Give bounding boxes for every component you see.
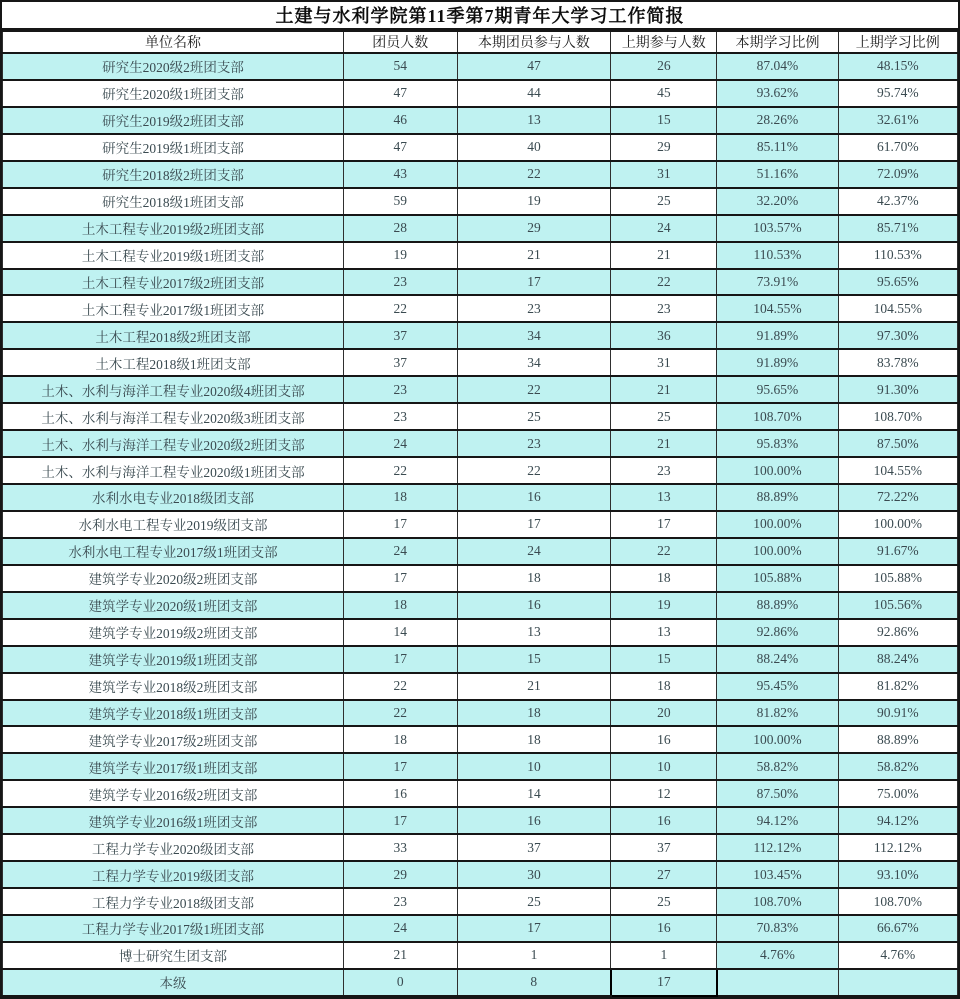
current-participants-cell: 29: [457, 215, 611, 242]
previous-participants-cell: 13: [611, 619, 717, 646]
previous-rate-cell: 81.82%: [838, 673, 957, 700]
member-count-cell: 17: [343, 646, 457, 673]
current-participants-cell: 24: [457, 538, 611, 565]
previous-participants-cell: 25: [611, 888, 717, 915]
current-rate-cell: 100.00%: [717, 538, 838, 565]
member-count-cell: 46: [343, 107, 457, 134]
current-participants-cell: 21: [457, 242, 611, 269]
member-count-cell: 17: [343, 807, 457, 834]
previous-rate-cell: 108.70%: [838, 888, 957, 915]
unit-name-cell: 建筑学专业2017级1班团支部: [3, 753, 344, 780]
current-participants-cell: 18: [457, 726, 611, 753]
previous-rate-cell: 97.30%: [838, 322, 957, 349]
current-rate-cell: 108.70%: [717, 888, 838, 915]
current-rate-cell: 91.89%: [717, 322, 838, 349]
current-rate-cell: 32.20%: [717, 188, 838, 215]
table-row: [3, 403, 958, 430]
current-rate-cell: 92.86%: [717, 619, 838, 646]
unit-name-cell: 土木工程专业2017级2班团支部: [3, 269, 344, 296]
current-rate-cell: 112.12%: [717, 834, 838, 861]
previous-rate-cell: 90.91%: [838, 700, 957, 727]
previous-rate-cell: 92.86%: [838, 619, 957, 646]
unit-name-cell: 建筑学专业2020级2班团支部: [3, 565, 344, 592]
current-participants-cell: 18: [457, 565, 611, 592]
member-count-cell: 24: [343, 538, 457, 565]
current-participants-cell: 16: [457, 592, 611, 619]
unit-name-cell: 工程力学专业2020级团支部: [3, 834, 344, 861]
table-row: [3, 538, 958, 565]
unit-name-cell: 土木工程2018级2班团支部: [3, 322, 344, 349]
member-count-cell: 59: [343, 188, 457, 215]
previous-rate-cell: 48.15%: [838, 53, 957, 80]
unit-name-cell: 土木工程专业2017级1班团支部: [3, 295, 344, 322]
previous-rate-cell: 58.82%: [838, 753, 957, 780]
table-body: [3, 53, 958, 996]
column-header-current-participants: 本期团员参与人数: [457, 31, 611, 53]
table-row: [3, 349, 958, 376]
unit-name-cell: 建筑学专业2019级2班团支部: [3, 619, 344, 646]
current-rate-cell: 108.70%: [717, 403, 838, 430]
previous-rate-cell: 100.00%: [838, 511, 957, 538]
previous-participants-cell: 21: [611, 242, 717, 269]
unit-name-cell: 工程力学专业2018级团支部: [3, 888, 344, 915]
previous-rate-cell: 72.09%: [838, 161, 957, 188]
previous-participants-cell: 18: [611, 565, 717, 592]
member-count-cell: 23: [343, 269, 457, 296]
current-rate-cell: 105.88%: [717, 565, 838, 592]
previous-participants-cell: 25: [611, 403, 717, 430]
member-count-cell: 43: [343, 161, 457, 188]
column-header-previous-participants: 上期参与人数: [611, 31, 717, 53]
member-count-cell: 22: [343, 700, 457, 727]
member-count-cell: 18: [343, 484, 457, 511]
previous-participants-cell: 21: [611, 376, 717, 403]
member-count-cell: 16: [343, 780, 457, 807]
previous-participants-cell: 19: [611, 592, 717, 619]
previous-participants-cell: 36: [611, 322, 717, 349]
previous-participants-cell: 23: [611, 457, 717, 484]
unit-name-cell: 建筑学专业2016级2班团支部: [3, 780, 344, 807]
unit-name-cell: 建筑学专业2016级1班团支部: [3, 807, 344, 834]
previous-participants-cell: 29: [611, 134, 717, 161]
unit-name-cell: 土木、水利与海洋工程专业2020级2班团支部: [3, 430, 344, 457]
column-header-member-count: 团员人数: [343, 31, 457, 53]
current-participants-cell: 13: [457, 107, 611, 134]
unit-name-cell: 建筑学专业2020级1班团支部: [3, 592, 344, 619]
member-count-cell: 22: [343, 295, 457, 322]
table-row: [3, 484, 958, 511]
member-count-cell: 17: [343, 565, 457, 592]
member-count-cell: 29: [343, 861, 457, 888]
previous-participants-cell: 10: [611, 753, 717, 780]
current-rate-cell: 88.24%: [717, 646, 838, 673]
table-row: [3, 834, 958, 861]
member-count-cell: 14: [343, 619, 457, 646]
current-rate-cell: 100.00%: [717, 726, 838, 753]
column-header-previous-rate: 上期学习比例: [838, 31, 957, 53]
current-participants-cell: 17: [457, 915, 611, 942]
table-row: [3, 134, 958, 161]
current-rate-cell: 87.04%: [717, 53, 838, 80]
current-rate-cell: 104.55%: [717, 295, 838, 322]
member-count-cell: 22: [343, 457, 457, 484]
current-rate-cell: 100.00%: [717, 511, 838, 538]
unit-name-cell: 水利水电工程专业2019级团支部: [3, 511, 344, 538]
unit-name-cell: 博士研究生团支部: [3, 942, 344, 969]
column-header-unit-name: 单位名称: [3, 31, 344, 53]
member-count-cell: 37: [343, 349, 457, 376]
member-count-cell: 18: [343, 592, 457, 619]
previous-rate-cell: 4.76%: [838, 942, 957, 969]
previous-participants-cell: 27: [611, 861, 717, 888]
previous-participants-cell: 37: [611, 834, 717, 861]
unit-name-cell: 土木、水利与海洋工程专业2020级3班团支部: [3, 403, 344, 430]
unit-name-cell: 工程力学专业2017级1班团支部: [3, 915, 344, 942]
current-participants-cell: 22: [457, 457, 611, 484]
current-rate-cell: 81.82%: [717, 700, 838, 727]
previous-participants-cell: 22: [611, 269, 717, 296]
current-rate-cell: 110.53%: [717, 242, 838, 269]
unit-name-cell: 研究生2020级1班团支部: [3, 80, 344, 107]
table-row: [3, 915, 958, 942]
table-row: [3, 646, 958, 673]
table-row: [3, 592, 958, 619]
member-count-cell: 24: [343, 915, 457, 942]
current-participants-cell: 30: [457, 861, 611, 888]
current-participants-cell: 23: [457, 430, 611, 457]
table-row: [3, 295, 958, 322]
unit-name-cell: 建筑学专业2019级1班团支部: [3, 646, 344, 673]
current-rate-cell: 70.83%: [717, 915, 838, 942]
table-row: [3, 780, 958, 807]
previous-rate-cell: 104.55%: [838, 295, 957, 322]
previous-rate-cell: 94.12%: [838, 807, 957, 834]
current-participants-cell: 17: [457, 269, 611, 296]
table-row: [3, 242, 958, 269]
previous-participants-cell: 1: [611, 942, 717, 969]
member-count-cell: 17: [343, 511, 457, 538]
previous-participants-cell: 15: [611, 646, 717, 673]
table-row: [3, 619, 958, 646]
table-row: [3, 269, 958, 296]
previous-rate-cell: 104.55%: [838, 457, 957, 484]
previous-participants-cell: 21: [611, 430, 717, 457]
current-participants-cell: 15: [457, 646, 611, 673]
previous-rate-cell: 105.88%: [838, 565, 957, 592]
current-rate-cell: 51.16%: [717, 161, 838, 188]
table-row: [3, 726, 958, 753]
current-participants-cell: 10: [457, 753, 611, 780]
current-participants-cell: 13: [457, 619, 611, 646]
previous-participants-cell: 18: [611, 673, 717, 700]
table-row: [3, 188, 958, 215]
member-count-cell: 23: [343, 376, 457, 403]
previous-rate-cell: 32.61%: [838, 107, 957, 134]
current-participants-cell: 1: [457, 942, 611, 969]
previous-rate-cell: 88.89%: [838, 726, 957, 753]
current-participants-cell: 19: [457, 188, 611, 215]
previous-participants-cell: 24: [611, 215, 717, 242]
unit-name-cell: 水利水电工程专业2017级1班团支部: [3, 538, 344, 565]
current-participants-cell: 18: [457, 700, 611, 727]
previous-participants-cell: 45: [611, 80, 717, 107]
current-rate-cell: 28.26%: [717, 107, 838, 134]
current-rate-cell: 73.91%: [717, 269, 838, 296]
previous-participants-cell: 25: [611, 188, 717, 215]
previous-participants-cell: 15: [611, 107, 717, 134]
previous-rate-cell: 112.12%: [838, 834, 957, 861]
table-row: [3, 673, 958, 700]
previous-rate-cell: 72.22%: [838, 484, 957, 511]
previous-participants-cell: 12: [611, 780, 717, 807]
previous-rate-cell: [838, 969, 957, 996]
previous-participants-cell: 20: [611, 700, 717, 727]
member-count-cell: 37: [343, 322, 457, 349]
table-row: [3, 888, 958, 915]
member-count-cell: 47: [343, 80, 457, 107]
current-participants-cell: 22: [457, 161, 611, 188]
previous-participants-cell: 16: [611, 726, 717, 753]
table-row: [3, 969, 958, 996]
header-row: [3, 31, 958, 53]
current-rate-cell: 100.00%: [717, 457, 838, 484]
table-row: [3, 53, 958, 80]
current-participants-cell: 47: [457, 53, 611, 80]
previous-participants-cell: 23: [611, 295, 717, 322]
current-participants-cell: 44: [457, 80, 611, 107]
member-count-cell: 28: [343, 215, 457, 242]
previous-participants-cell: 16: [611, 915, 717, 942]
previous-participants-cell: 17: [611, 511, 717, 538]
unit-name-cell: 土木工程专业2019级1班团支部: [3, 242, 344, 269]
current-participants-cell: 22: [457, 376, 611, 403]
unit-name-cell: 研究生2019级1班团支部: [3, 134, 344, 161]
table-row: [3, 565, 958, 592]
current-rate-cell: 93.62%: [717, 80, 838, 107]
current-participants-cell: 21: [457, 673, 611, 700]
column-header-current-rate: 本期学习比例: [717, 31, 838, 53]
current-rate-cell: 94.12%: [717, 807, 838, 834]
unit-name-cell: 建筑学专业2018级1班团支部: [3, 700, 344, 727]
current-rate-cell: 88.89%: [717, 592, 838, 619]
current-participants-cell: 34: [457, 322, 611, 349]
current-participants-cell: 16: [457, 807, 611, 834]
member-count-cell: 33: [343, 834, 457, 861]
previous-rate-cell: 83.78%: [838, 349, 957, 376]
unit-name-cell: 研究生2018级1班团支部: [3, 188, 344, 215]
current-rate-cell: 88.89%: [717, 484, 838, 511]
previous-rate-cell: 95.74%: [838, 80, 957, 107]
previous-rate-cell: 61.70%: [838, 134, 957, 161]
previous-rate-cell: 87.50%: [838, 430, 957, 457]
previous-rate-cell: 91.67%: [838, 538, 957, 565]
current-rate-cell: 95.83%: [717, 430, 838, 457]
current-participants-cell: 40: [457, 134, 611, 161]
member-count-cell: 17: [343, 753, 457, 780]
current-participants-cell: 23: [457, 295, 611, 322]
table-row: [3, 753, 958, 780]
table-row: [3, 161, 958, 188]
unit-name-cell: 研究生2018级2班团支部: [3, 161, 344, 188]
current-participants-cell: 8: [457, 969, 611, 996]
table-row: [3, 511, 958, 538]
table-row: [3, 942, 958, 969]
unit-name-cell: 土木工程2018级1班团支部: [3, 349, 344, 376]
current-rate-cell: 95.65%: [717, 376, 838, 403]
page-title: 土建与水利学院第11季第7期青年大学习工作简报: [2, 2, 958, 30]
unit-name-cell: 水利水电专业2018级团支部: [3, 484, 344, 511]
previous-rate-cell: 93.10%: [838, 861, 957, 888]
previous-participants-cell: 31: [611, 161, 717, 188]
previous-rate-cell: 95.65%: [838, 269, 957, 296]
current-rate-cell: 58.82%: [717, 753, 838, 780]
previous-rate-cell: 105.56%: [838, 592, 957, 619]
unit-name-cell: 土木工程专业2019级2班团支部: [3, 215, 344, 242]
member-count-cell: 19: [343, 242, 457, 269]
current-rate-cell: 103.45%: [717, 861, 838, 888]
current-rate-cell: [717, 969, 838, 996]
current-rate-cell: 4.76%: [717, 942, 838, 969]
table-row: [3, 807, 958, 834]
table-row: [3, 861, 958, 888]
current-participants-cell: 16: [457, 484, 611, 511]
current-rate-cell: 95.45%: [717, 673, 838, 700]
current-participants-cell: 14: [457, 780, 611, 807]
member-count-cell: 54: [343, 53, 457, 80]
previous-participants-cell: 26: [611, 53, 717, 80]
member-count-cell: 23: [343, 888, 457, 915]
table-row: [3, 430, 958, 457]
current-rate-cell: 85.11%: [717, 134, 838, 161]
table-row: [3, 457, 958, 484]
table-row: [3, 215, 958, 242]
report-table: [2, 30, 958, 997]
member-count-cell: 47: [343, 134, 457, 161]
unit-name-cell: 工程力学专业2019级团支部: [3, 861, 344, 888]
current-rate-cell: 87.50%: [717, 780, 838, 807]
unit-name-cell: 建筑学专业2018级2班团支部: [3, 673, 344, 700]
previous-rate-cell: 88.24%: [838, 646, 957, 673]
unit-name-cell: 研究生2020级2班团支部: [3, 53, 344, 80]
member-count-cell: 24: [343, 430, 457, 457]
current-participants-cell: 34: [457, 349, 611, 376]
table-row: [3, 700, 958, 727]
current-rate-cell: 103.57%: [717, 215, 838, 242]
unit-name-cell: 土木、水利与海洋工程专业2020级1班团支部: [3, 457, 344, 484]
previous-rate-cell: 108.70%: [838, 403, 957, 430]
table-row: [3, 80, 958, 107]
current-participants-cell: 37: [457, 834, 611, 861]
unit-name-cell: 建筑学专业2017级2班团支部: [3, 726, 344, 753]
member-count-cell: 0: [343, 969, 457, 996]
previous-rate-cell: 91.30%: [838, 376, 957, 403]
previous-participants-cell: 17: [611, 969, 717, 996]
current-participants-cell: 25: [457, 888, 611, 915]
table-row: [3, 107, 958, 134]
member-count-cell: 23: [343, 403, 457, 430]
previous-rate-cell: 42.37%: [838, 188, 957, 215]
previous-rate-cell: 75.00%: [838, 780, 957, 807]
unit-name-cell: 本级: [3, 969, 344, 996]
current-rate-cell: 91.89%: [717, 349, 838, 376]
unit-name-cell: 土木、水利与海洋工程专业2020级4班团支部: [3, 376, 344, 403]
unit-name-cell: 研究生2019级2班团支部: [3, 107, 344, 134]
current-participants-cell: 25: [457, 403, 611, 430]
previous-participants-cell: 31: [611, 349, 717, 376]
previous-rate-cell: 110.53%: [838, 242, 957, 269]
previous-participants-cell: 13: [611, 484, 717, 511]
member-count-cell: 21: [343, 942, 457, 969]
previous-participants-cell: 16: [611, 807, 717, 834]
table-row: [3, 322, 958, 349]
previous-rate-cell: 85.71%: [838, 215, 957, 242]
previous-participants-cell: 22: [611, 538, 717, 565]
current-participants-cell: 17: [457, 511, 611, 538]
previous-rate-cell: 66.67%: [838, 915, 957, 942]
table-row: [3, 376, 958, 403]
member-count-cell: 18: [343, 726, 457, 753]
member-count-cell: 22: [343, 673, 457, 700]
